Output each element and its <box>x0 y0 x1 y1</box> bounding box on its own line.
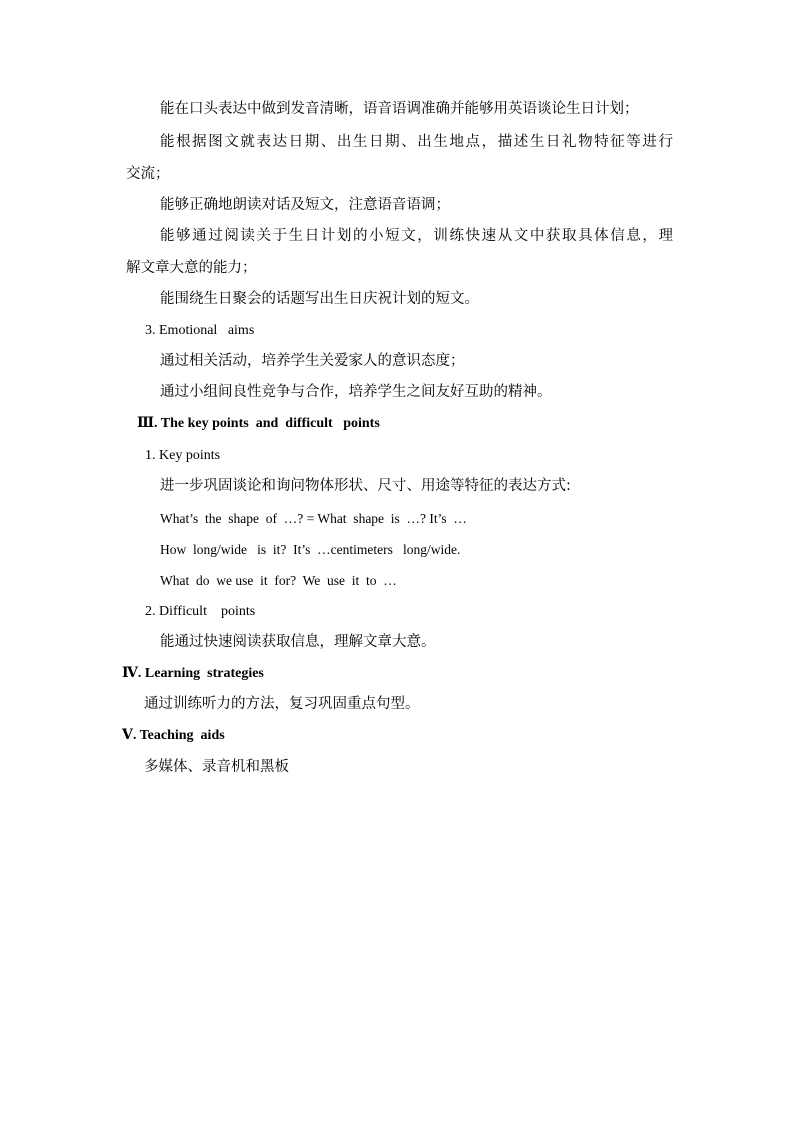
difficult-points-text: 能通过快速阅读获取信息，理解文章大意。 <box>160 634 436 650</box>
skill-aim-line-1: 能在口头表达中做到发音清晰，语音语调准确并能够用英语谈论生日计划； <box>160 101 639 117</box>
key-points-subheading: 1. Key points <box>145 448 221 463</box>
skill-aim-line-3: 交流； <box>126 166 170 182</box>
key-points-intro: 进一步巩固谈论和询问物体形状、尺寸、用途等特征的表达方式: <box>160 478 571 494</box>
difficult-points-subheading: 2. Difficult points <box>145 604 256 619</box>
teaching-aids-heading: Ⅴ. Teaching aids <box>122 728 225 743</box>
teaching-aids-text: 多媒体、录音机和黑板 <box>144 759 289 775</box>
skill-aim-line-2: 能根据图文就表达日期、出生日期、出生地点，描述生日礼物特征等进行 <box>160 134 673 150</box>
example-sentence-1: What’s the shape of …? = What shape is …? It’s … <box>160 511 467 526</box>
example-sentence-3: What do we use it for? We use it to … <box>160 573 397 588</box>
skill-aim-line-5: 能够通过阅读关于生日计划的小短文，训练快速从文中获取具体信息，理 <box>160 228 673 244</box>
emotional-aims-heading: 3. Emotional aims <box>145 323 255 338</box>
key-points-section-heading: Ⅲ. The key points and difficult points <box>137 416 380 431</box>
emotional-aim-line-2: 通过小组间良性竞争与合作，培养学生之间友好互助的精神。 <box>160 384 552 400</box>
emotional-aim-line-1: 通过相关活动，培养学生关爱家人的意识态度； <box>160 353 465 369</box>
example-sentence-2: How long/wide is it? It’s …centimeters long/wide. <box>160 542 461 557</box>
learning-strategies-text: 通过训练听力的方法，复习巩固重点句型。 <box>144 696 420 712</box>
skill-aim-line-6: 解文章大意的能力； <box>126 260 257 276</box>
skill-aim-line-7: 能围绕生日聚会的话题写出生日庆祝计划的短文。 <box>160 291 479 307</box>
learning-strategies-heading: Ⅳ. Learning strategies <box>122 666 264 681</box>
skill-aim-line-4: 能够正确地朗读对话及短文，注意语音语调； <box>160 197 450 213</box>
